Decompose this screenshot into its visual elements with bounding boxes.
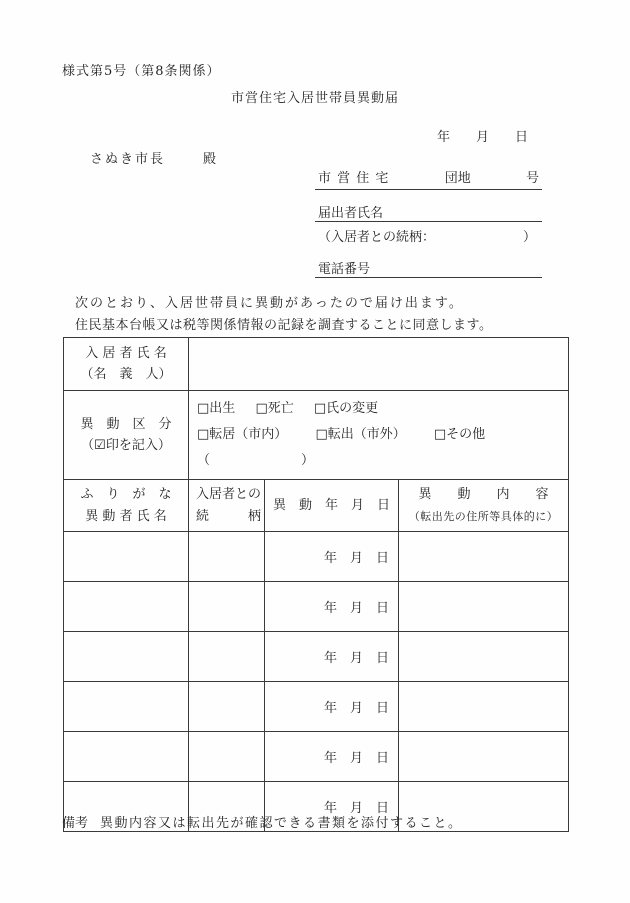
remarks-note bbox=[62, 812, 463, 831]
change-report-table bbox=[63, 337, 569, 832]
addressee-line bbox=[90, 148, 216, 167]
furigana-name-cell[interactable] bbox=[64, 732, 189, 782]
intro-paragraph bbox=[75, 293, 492, 337]
relation-open-label: （入居者との続柄： bbox=[318, 230, 436, 245]
relation-close-label: ） bbox=[522, 230, 536, 245]
move-detail-cell[interactable] bbox=[399, 682, 569, 732]
furigana-name-cell[interactable] bbox=[64, 682, 189, 732]
move-date-cell[interactable]: 年 月 日 bbox=[265, 682, 399, 732]
furigana-name-cell[interactable] bbox=[64, 532, 189, 582]
housing-label: 市 営 住 宅 bbox=[318, 171, 390, 186]
table-row bbox=[64, 732, 569, 782]
housing-number-label: 号 bbox=[525, 171, 539, 186]
move-date-cell[interactable]: 年 月 日 bbox=[265, 782, 399, 832]
applicant-name-field[interactable] bbox=[315, 202, 542, 222]
furigana-name-cell[interactable] bbox=[64, 632, 189, 682]
category-options-line-2 bbox=[197, 422, 568, 474]
page-title: 市営住宅入居世帯員異動届 bbox=[230, 91, 399, 106]
change-category-row bbox=[64, 391, 569, 480]
phone-field[interactable] bbox=[315, 258, 542, 278]
relation-field[interactable] bbox=[315, 226, 542, 245]
category-options-cell bbox=[189, 391, 569, 480]
table-row bbox=[64, 582, 569, 632]
checkbox-other[interactable]: □その他（ ） bbox=[197, 427, 486, 468]
resident-name-label: 入 居 者 氏 名 （名 義 人） bbox=[64, 338, 189, 391]
checkbox-move-out-of-city[interactable]: □転出（市外） bbox=[315, 427, 406, 442]
table-row bbox=[64, 632, 569, 682]
move-date-cell[interactable]: 年 月 日 bbox=[265, 732, 399, 782]
move-detail-cell[interactable] bbox=[399, 582, 569, 632]
relation-cell[interactable] bbox=[189, 532, 265, 582]
checkbox-move-within-city[interactable]: □転居（市内） bbox=[197, 427, 288, 442]
category-options-line-1 bbox=[197, 396, 568, 422]
move-detail-cell[interactable] bbox=[399, 732, 569, 782]
relation-cell[interactable] bbox=[189, 682, 265, 732]
column-header-row bbox=[64, 480, 569, 532]
header-change-date: 異 動 年 月 日 bbox=[265, 480, 399, 532]
relation-cell[interactable] bbox=[189, 582, 265, 632]
remarks-text: 異動内容又は転出先が確認できる書類を添付すること。 bbox=[100, 816, 463, 831]
resident-name-row bbox=[64, 338, 569, 391]
housing-field[interactable] bbox=[315, 170, 542, 190]
form-code: 様式第5号（第8条関係） bbox=[62, 64, 221, 79]
phone-label: 電話番号 bbox=[318, 262, 371, 277]
remarks-label: 備考 bbox=[62, 816, 89, 831]
move-date-cell[interactable]: 年 月 日 bbox=[265, 532, 399, 582]
furigana-name-cell[interactable] bbox=[64, 582, 189, 632]
date-blank[interactable]: 年 月 日 bbox=[437, 130, 529, 145]
honorific: 殿 bbox=[203, 152, 217, 167]
resident-name-input-cell[interactable] bbox=[189, 338, 569, 391]
table-row bbox=[64, 682, 569, 732]
header-furigana-name: ふ り が な 異 動 者 氏 名 bbox=[64, 480, 189, 532]
applicant-name-label: 届出者氏名 bbox=[318, 206, 384, 221]
header-relation: 入居者との 続 柄 bbox=[189, 480, 265, 532]
intro-line-2: 住民基本台帳又は税等関係情報の記録を調査することに同意します。 bbox=[75, 318, 493, 333]
checkbox-death[interactable]: □死亡 bbox=[255, 401, 294, 416]
table-row bbox=[64, 532, 569, 582]
move-date-cell[interactable]: 年 月 日 bbox=[265, 582, 399, 632]
relation-cell[interactable] bbox=[189, 732, 265, 782]
addressee-name: さぬき市長 bbox=[90, 152, 166, 167]
move-date-cell[interactable]: 年 月 日 bbox=[265, 632, 399, 682]
move-detail-cell[interactable] bbox=[399, 632, 569, 682]
checkbox-birth[interactable]: □出生 bbox=[197, 401, 236, 416]
relation-cell[interactable] bbox=[189, 632, 265, 682]
header-fields bbox=[315, 170, 542, 278]
intro-line-1: 次のとおり、入居世帯員に異動があったので届け出ます。 bbox=[75, 296, 464, 311]
housing-estate-label: 団地 bbox=[444, 171, 471, 186]
change-category-label: 異 動 区 分 （☑印を記入） bbox=[64, 391, 189, 480]
move-detail-cell[interactable] bbox=[399, 532, 569, 582]
checkbox-surname-change[interactable]: □氏の変更 bbox=[313, 401, 379, 416]
header-change-detail: 異 動 内 容 （転出先の住所等具体的に） bbox=[399, 480, 569, 532]
